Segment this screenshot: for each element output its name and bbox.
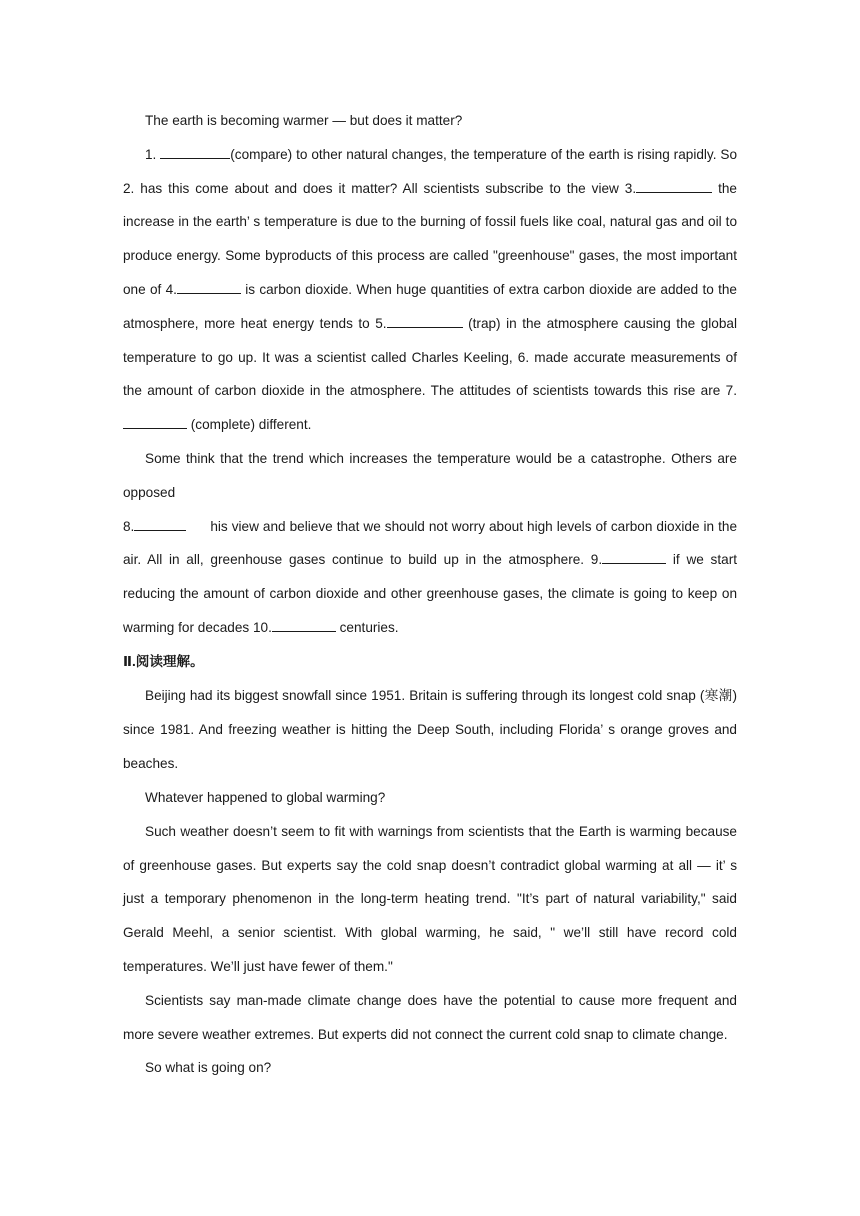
blank-8 (134, 516, 186, 531)
reading-paragraph-4: Scientists say man-made climate change does have the potential to cause more frequent and more severe weather extremes. But experts did not connect the current cold snap to climate change. (123, 992, 737, 1042)
blank-10 (272, 617, 336, 632)
cloze-paragraph-2: Some think that the trend which increases the temperature would be a catastrophe. Others are opposed (123, 450, 737, 500)
reading-paragraph-1: Beijing had its biggest snowfall since 1951. Britain is suffering through its longest cold snap (寒潮) since 1981. And freezing weather is hitting the Deep South, including Florida’ s orange groves and beaches. (123, 687, 737, 772)
blank-3 (636, 178, 712, 193)
reading-paragraph-5: So what is going on? (145, 1060, 272, 1076)
reading-paragraph-2: Whatever happened to global warming? (145, 789, 386, 805)
section-heading-reading: Ⅱ.阅读理解。 (123, 653, 204, 669)
cloze-paragraph-3: 8. his view and believe that we should not worry about high levels of carbon dioxide in the air. All in all, greenhouse gases continue to build up in the atmosphere. 9. if we start reducing the amount of carbon dioxide and other greenhouse gases, the climate is going to keep on warming for decades 10. centuries. (123, 510, 737, 645)
cloze-paragraph-1: 1. (compare) to other natural changes, the temperature of the earth is rising rapidly. So 2. has this come about and does it matter? All scientists subscribe to the view 3. the increase in the earth’ s temperature is due to the burning of fossil fuels like coal, natural gas and oil to produce energy. Some byproducts of this process are called "greenhouse" gases, the most important one of 4. is carbon dioxide. When huge quantities of extra carbon dioxide are added to the atmosphere, more heat energy tends to 5. (trap) in the atmosphere causing the global temperature to go up. It was a scientist called Charles Keeling, 6. made accurate measurements of the amount of carbon dioxide in the atmosphere. The attitudes of scientists towards this rise are 7. (complete) different. (123, 138, 737, 442)
blank-7 (123, 414, 187, 429)
document-page (123, 104, 737, 1085)
question-number-1: 1. (145, 146, 157, 162)
blank-4 (177, 279, 241, 294)
chinese-gloss: 寒潮 (704, 687, 733, 704)
question-number-8: 8. (123, 518, 135, 534)
blank-1 (160, 144, 230, 159)
blank-5 (387, 313, 463, 328)
reading-paragraph-3: Such weather doesn’t seem to fit with warnings from scientists that the Earth is warming because of greenhouse gases. But experts say the cold snap doesn’t contradict global warming at all — it’ s just a temporary phenomenon in the long-term heating trend. "It’s part of natural variability," said Gerald Meehl, a senior scientist. With global warming, he said, " we’ll still have record cold temperatures. We’ll just have fewer of them." (123, 823, 737, 974)
blank-9 (602, 549, 666, 564)
passage-title: The earth is becoming warmer — but does it matter? (145, 113, 463, 128)
